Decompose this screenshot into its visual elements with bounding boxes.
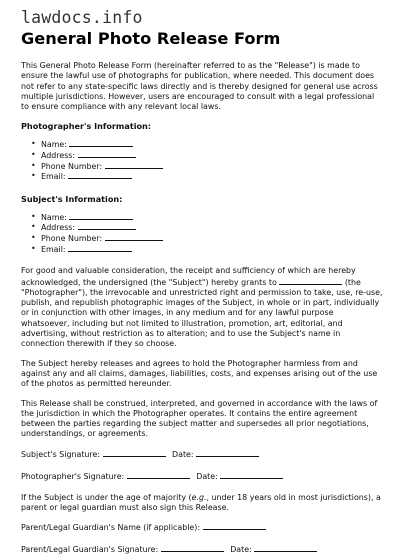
subject-date-blank[interactable] bbox=[196, 449, 259, 457]
photographer-info-list bbox=[21, 139, 384, 181]
fill-in-blank[interactable] bbox=[78, 222, 136, 230]
fill-in-blank[interactable] bbox=[68, 244, 132, 252]
guardian-name-blank[interactable] bbox=[203, 522, 266, 530]
document-title: General Photo Release Form bbox=[21, 29, 281, 48]
list-item bbox=[31, 233, 384, 244]
list-item bbox=[31, 161, 384, 172]
field-label: Phone Number: bbox=[41, 161, 103, 171]
minor-text-start: If the Subject is under the age of majority ( bbox=[21, 492, 192, 502]
field-label: Address: bbox=[41, 223, 76, 233]
minor-text-end: , under 18 years old in most jurisdictions), a parent or legal guardian must also sign this Release. bbox=[21, 492, 381, 512]
grant-text-start: For good and valuable consideration, the receipt and sufficiency of which are hereby acknowledged, the undersigned (the "Subject") hereby grants to bbox=[21, 266, 356, 287]
minor-paragraph bbox=[21, 493, 384, 514]
intro-paragraph: This General Photo Release Form (hereinafter referred to as the "Release") is made to ensure the lawful use of photographs for publication, where needed. This document does not refer to any state-specific laws directly and is thereby designed for general use across multiple jurisdictions. However, users are encouraged to consult with a legal professional to ensure compliance with any relevant local laws. bbox=[21, 61, 378, 112]
fill-in-blank[interactable] bbox=[105, 161, 163, 169]
fill-in-blank[interactable] bbox=[68, 171, 132, 179]
field-label: Email: bbox=[41, 244, 66, 254]
date-label: Date: bbox=[196, 471, 218, 481]
guardian-name-line bbox=[21, 522, 384, 533]
field-label: Email: bbox=[41, 172, 66, 182]
guardian-signature-line bbox=[21, 544, 384, 555]
subject-signature-label: Subject's Signature: bbox=[21, 449, 101, 459]
bullet-icon: • bbox=[31, 160, 36, 170]
fill-in-blank[interactable] bbox=[69, 139, 133, 147]
bullet-icon: • bbox=[31, 150, 36, 160]
list-item bbox=[31, 139, 384, 150]
guardian-name-label: Parent/Legal Guardian's Name (if applicable): bbox=[21, 523, 201, 533]
subject-info-list bbox=[21, 212, 384, 254]
fill-in-blank[interactable] bbox=[69, 212, 133, 220]
list-item bbox=[31, 212, 384, 223]
date-label: Date: bbox=[172, 449, 194, 459]
bullet-icon: • bbox=[31, 243, 36, 253]
photographer-date-blank[interactable] bbox=[220, 471, 283, 479]
field-label: Name: bbox=[41, 140, 67, 150]
list-item bbox=[31, 244, 384, 255]
photographer-signature-label: Photographer's Signature: bbox=[21, 471, 125, 481]
grant-text-end: (the "Photographer"), the irrevocable and unrestricted right and permission to take, use, re-use, publish, and republish photographic images of the Subject, in whole or in part, individually or in conjunction with other images, in any medium and for any lawful purpose whatsoever, including but not limited to illustration, promotion, art, editorial, and advertising, without restriction as to alteration; and to use the Subject's name in connection therewith if they so choose. bbox=[21, 277, 383, 349]
hold-harmless-paragraph: The Subject hereby releases and agrees to hold the Photographer harmless from and against any and all claims, damages, liabilities, costs, and expenses arising out of the use of the photos as permitted hereunder. bbox=[21, 358, 378, 389]
grant-paragraph bbox=[21, 266, 384, 349]
list-item bbox=[31, 222, 384, 233]
minor-eg-text: e.g. bbox=[191, 492, 207, 502]
date-label: Date: bbox=[230, 545, 252, 555]
field-label: Phone Number: bbox=[41, 234, 103, 244]
photographer-name-blank[interactable] bbox=[279, 277, 342, 285]
bullet-icon: • bbox=[31, 222, 36, 232]
site-logo-text: lawdocs.info bbox=[21, 8, 143, 27]
photographer-signature-line bbox=[21, 471, 384, 482]
subject-signature-blank[interactable] bbox=[103, 449, 166, 457]
governing-law-paragraph: This Release shall be construed, interpreted, and governed in accordance with the laws of the jurisdiction in which the Photographer operates. It contains the entire agreement between the parties regarding the subject matter and supersedes all prior negotiations, understandings, or agreements. bbox=[21, 398, 378, 439]
list-item bbox=[31, 150, 384, 161]
fill-in-blank[interactable] bbox=[105, 233, 163, 241]
guardian-signature-blank[interactable] bbox=[161, 544, 224, 552]
guardian-date-blank[interactable] bbox=[254, 544, 317, 552]
subject-info-heading: Subject's Information: bbox=[21, 193, 123, 204]
subject-signature-line bbox=[21, 449, 384, 460]
field-label: Name: bbox=[41, 212, 67, 222]
fill-in-blank[interactable] bbox=[78, 150, 136, 158]
bullet-icon: • bbox=[31, 171, 36, 181]
photographer-signature-blank[interactable] bbox=[127, 471, 190, 479]
bullet-icon: • bbox=[31, 233, 36, 243]
guardian-signature-label: Parent/Legal Guardian's Signature: bbox=[21, 545, 159, 555]
photographer-info-heading: Photographer's Information: bbox=[21, 121, 152, 132]
bullet-icon: • bbox=[31, 211, 36, 221]
list-item bbox=[31, 171, 384, 182]
field-label: Address: bbox=[41, 151, 76, 161]
bullet-icon: • bbox=[31, 139, 36, 149]
